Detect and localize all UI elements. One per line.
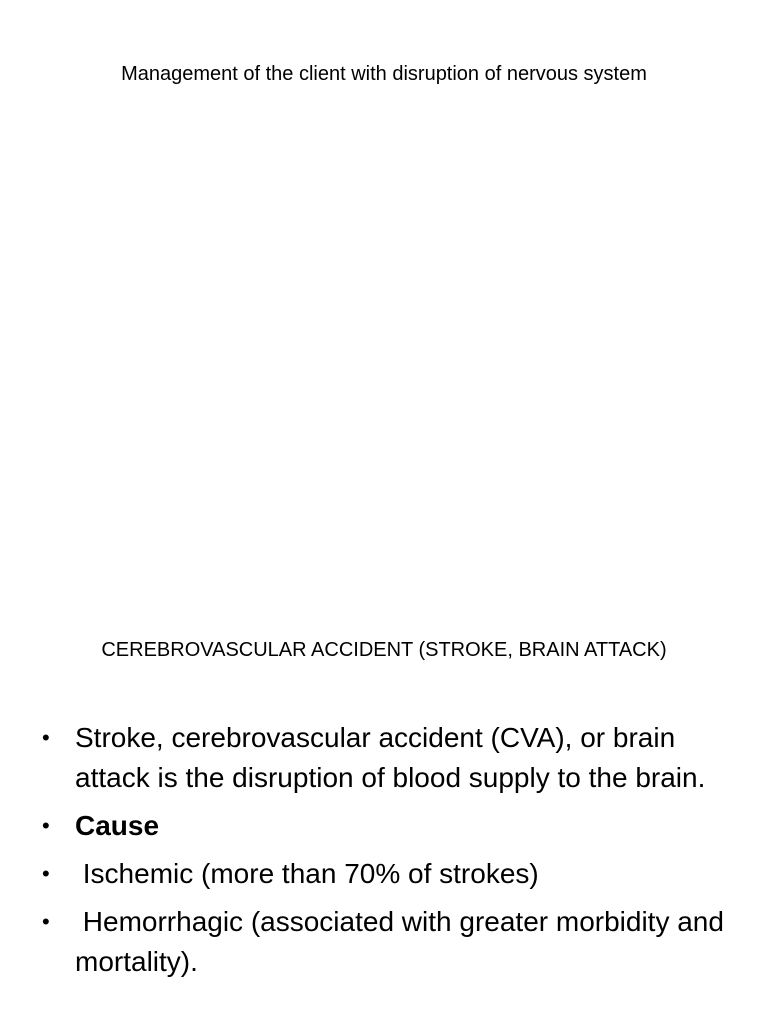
content-slide [0,590,768,1024]
list-item [40,806,730,846]
bullet-text: Stroke, cerebrovascular accident (CVA), or brain attack is the disruption of blood supply to the brain. [75,722,706,793]
bullet-icon: • [42,909,50,934]
list-item [40,718,730,798]
slide-heading: CEREBROVASCULAR ACCIDENT (STROKE, BRAIN ATTACK) [101,639,667,661]
bullet-text: Ischemic (more than 70% of strokes) [75,858,539,889]
list-item [40,854,730,894]
bullet-icon: • [42,861,50,886]
slide-title: Management of the client with disruption of nervous system [121,63,647,85]
bullet-list [40,718,730,990]
bullet-text: Cause [75,810,160,841]
list-item [40,902,730,982]
bullet-icon: • [42,725,50,750]
bullet-text: Hemorrhagic (associated with greater morbidity and mortality). [75,906,732,977]
bullet-icon: • [42,813,50,838]
